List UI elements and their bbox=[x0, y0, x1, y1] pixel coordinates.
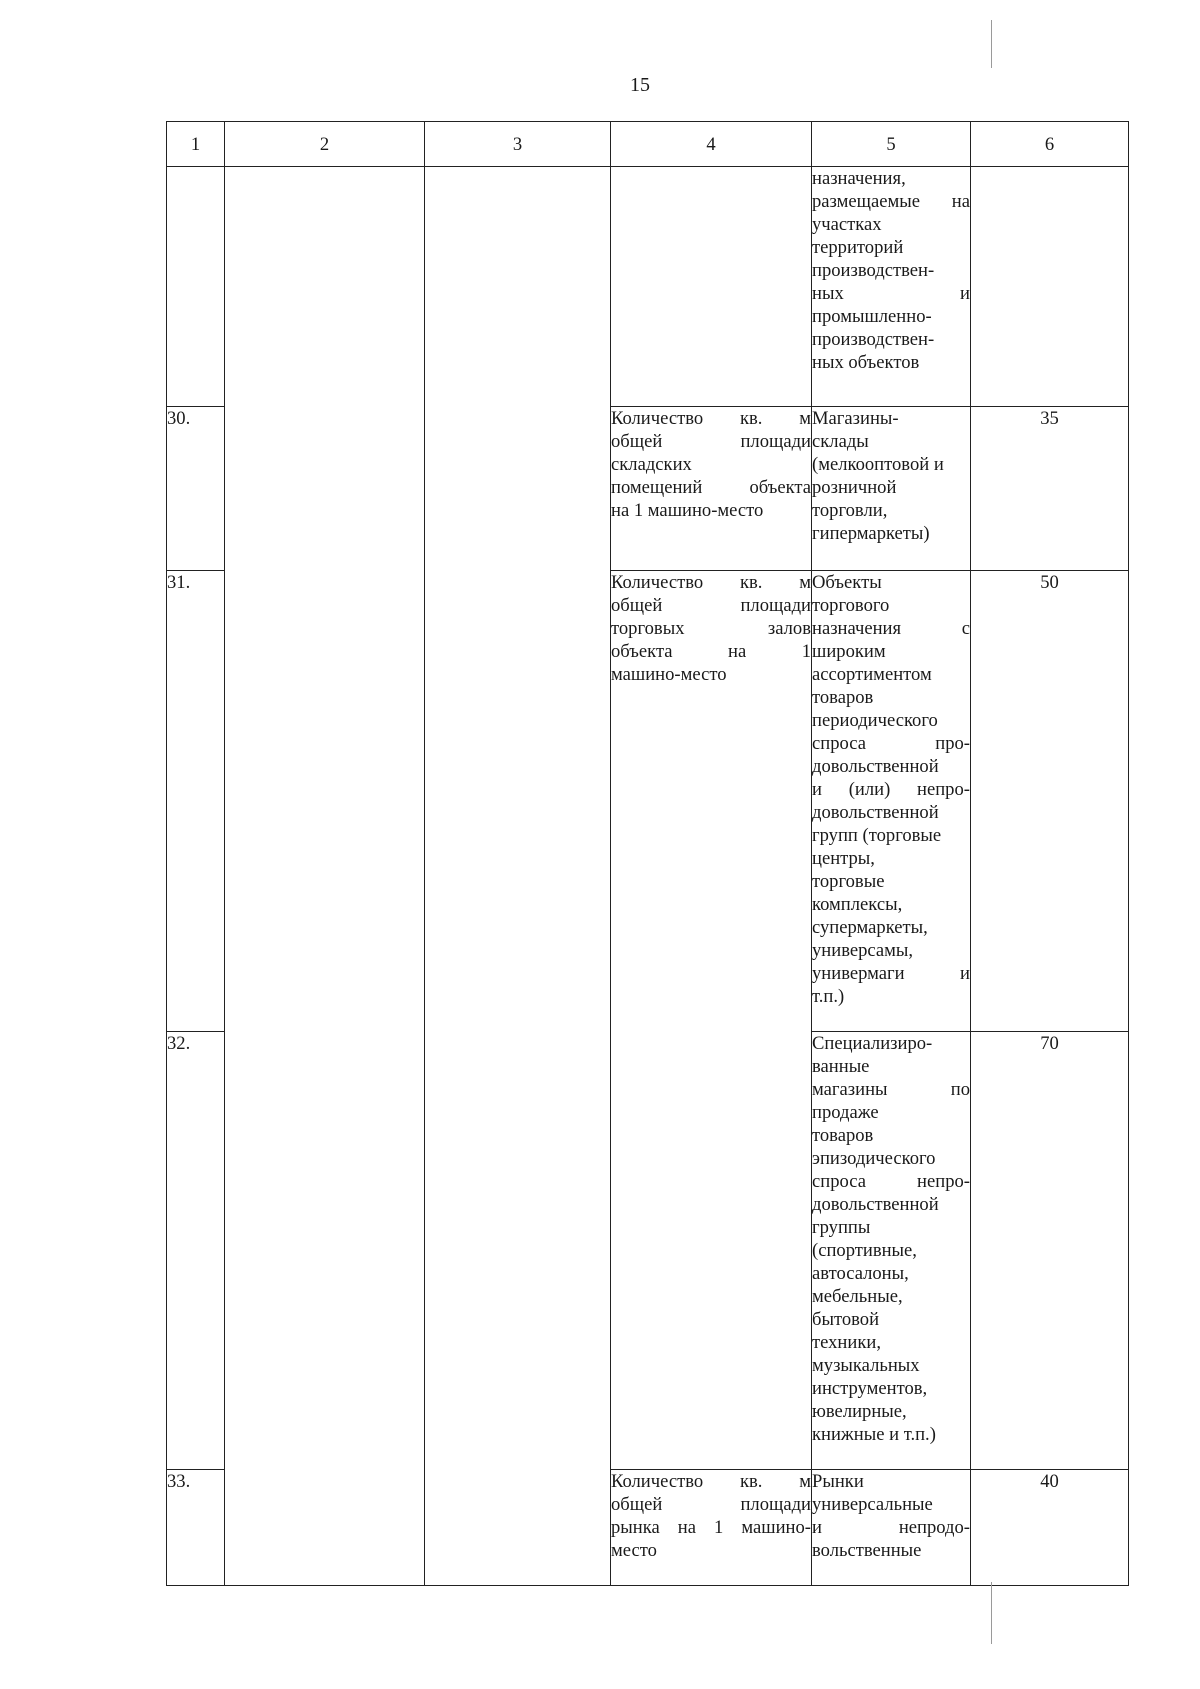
cell-word: непро- bbox=[917, 1171, 970, 1192]
cell-text-line bbox=[812, 778, 970, 801]
cell-text-line: Объекты bbox=[812, 572, 882, 593]
cell-text-line: бытовой bbox=[812, 1309, 880, 1330]
cell-text-line: (спортивные, bbox=[812, 1240, 917, 1261]
norm-value: 70 bbox=[971, 1032, 1129, 1470]
cell-word: машино- bbox=[741, 1517, 811, 1538]
cell-word: и bbox=[960, 963, 970, 984]
cell-word: универмаги bbox=[812, 963, 905, 984]
cell-text-line: автосалоны, bbox=[812, 1263, 909, 1284]
cell-word: с bbox=[961, 618, 970, 639]
cell-text-line: товаров bbox=[812, 687, 874, 708]
cell-word: непро- bbox=[917, 779, 970, 800]
cell-word: и bbox=[960, 283, 970, 304]
cell-word: на bbox=[951, 191, 970, 212]
cell-text-line: территорий bbox=[812, 237, 904, 258]
cell-word: объекта bbox=[749, 477, 811, 498]
cell-text-line bbox=[611, 476, 811, 499]
cell-word: размещаемые bbox=[812, 191, 920, 212]
cell-text-line bbox=[812, 732, 970, 755]
cell-text-line: довольственной bbox=[812, 756, 939, 777]
cell-word: 1 bbox=[714, 1517, 724, 1538]
cell-word: кв. bbox=[739, 408, 763, 429]
cell-word: непродо- bbox=[898, 1517, 970, 1538]
cell-text-line: гипермаркеты) bbox=[812, 523, 930, 544]
cell-text-line bbox=[611, 1470, 811, 1493]
cell-text-line: инструментов, bbox=[812, 1378, 928, 1399]
cell-word: по bbox=[950, 1079, 970, 1100]
indicator-cell bbox=[611, 1470, 812, 1586]
cell-text-line: Специализиро- bbox=[812, 1033, 933, 1054]
cell-text-line bbox=[611, 594, 811, 617]
cell-word: общей bbox=[611, 1494, 663, 1515]
column-header-6: 6 bbox=[971, 122, 1129, 167]
cell-word: ных bbox=[812, 283, 844, 304]
cell-text-line: книжные и т.п.) bbox=[812, 1424, 936, 1445]
group-cell-col2 bbox=[225, 167, 425, 1586]
cell-text-line bbox=[812, 190, 970, 213]
norm-value bbox=[971, 167, 1129, 407]
cell-text-line: Магазины- bbox=[812, 408, 899, 429]
cell-word: назначения bbox=[812, 618, 902, 639]
cell-word: кв. bbox=[739, 572, 763, 593]
indicator-cell bbox=[611, 407, 812, 571]
cell-text-line bbox=[812, 1516, 970, 1539]
column-header-1: 1 bbox=[167, 122, 225, 167]
cell-text-line: производствен- bbox=[812, 329, 935, 350]
cell-word: площади bbox=[740, 1494, 811, 1515]
cell-text-line: продаже bbox=[812, 1102, 879, 1123]
norm-value: 35 bbox=[971, 407, 1129, 571]
cell-text-line: ванные bbox=[812, 1056, 870, 1077]
cell-word: Количество bbox=[611, 1471, 704, 1492]
row-number: 31. bbox=[167, 571, 225, 1032]
cell-text-line: розничной bbox=[812, 477, 897, 498]
cell-text-line bbox=[812, 962, 970, 985]
cell-word: спроса bbox=[812, 1171, 866, 1192]
cell-text-line: машино-место bbox=[611, 664, 727, 685]
cell-text-line bbox=[611, 1516, 811, 1539]
cell-word: площади bbox=[740, 595, 811, 616]
row-number: 33. bbox=[167, 1470, 225, 1586]
cell-text-line bbox=[611, 407, 811, 430]
cell-word: кв. bbox=[739, 1471, 763, 1492]
cell-text-line bbox=[812, 282, 970, 305]
cell-text-line bbox=[812, 1078, 970, 1101]
cell-text-line: на 1 машино-место bbox=[611, 500, 764, 521]
cell-word: торговых bbox=[611, 618, 685, 639]
object-type-cell bbox=[812, 167, 971, 407]
cell-word: м bbox=[799, 1471, 811, 1492]
object-type-cell bbox=[812, 571, 971, 1032]
cell-word: на bbox=[728, 641, 747, 662]
cell-text-line: эпизодического bbox=[812, 1148, 936, 1169]
column-number-row bbox=[167, 122, 1129, 167]
row-number: 30. bbox=[167, 407, 225, 571]
cell-text-line: центры, bbox=[812, 848, 875, 869]
cell-word: помещений bbox=[611, 477, 703, 498]
cell-text-line: групп (торговые bbox=[812, 825, 942, 846]
cell-text-line: Рынки bbox=[812, 1471, 864, 1492]
cell-text-line: складских bbox=[611, 454, 692, 475]
cell-word: общей bbox=[611, 595, 663, 616]
cell-text-line bbox=[611, 430, 811, 453]
cell-text-line: торгового bbox=[812, 595, 890, 616]
cell-text-line: торговые bbox=[812, 871, 885, 892]
cell-word: площади bbox=[740, 431, 811, 452]
object-type-cell bbox=[812, 1470, 971, 1586]
cell-text-line: группы bbox=[812, 1217, 871, 1238]
cell-text-line: универсальные bbox=[812, 1494, 933, 1515]
cell-text-line: супермаркеты, bbox=[812, 917, 928, 938]
cell-text-line: довольственной bbox=[812, 1194, 939, 1215]
indicator-cell bbox=[611, 571, 812, 1470]
cell-text-line: широким bbox=[812, 641, 886, 662]
cell-text-line: т.п.) bbox=[812, 986, 845, 1007]
cell-word: и bbox=[812, 779, 822, 800]
cell-word: объекта bbox=[611, 641, 673, 662]
row-number bbox=[167, 167, 225, 407]
cell-word: м bbox=[799, 572, 811, 593]
cell-text-line: ассортиментом bbox=[812, 664, 932, 685]
cell-text-line: периодического bbox=[812, 710, 938, 731]
cell-text-line: мебельные, bbox=[812, 1286, 903, 1307]
column-header-2: 2 bbox=[225, 122, 425, 167]
cell-word: про- bbox=[935, 733, 970, 754]
cell-text-line: музыкальных bbox=[812, 1355, 920, 1376]
cell-text-line: промышленно- bbox=[812, 306, 932, 327]
cell-text-line: участках bbox=[812, 214, 882, 235]
cell-text-line: склады bbox=[812, 431, 869, 452]
cell-text-line bbox=[611, 640, 811, 663]
cell-text-line: назначения, bbox=[812, 168, 906, 189]
cell-text-line: комплексы, bbox=[812, 894, 903, 915]
indicator-cell bbox=[611, 167, 812, 407]
cell-text-line: место bbox=[611, 1540, 657, 1561]
scan-speck bbox=[991, 1582, 992, 1644]
cell-word: рынка bbox=[611, 1517, 660, 1538]
norm-value: 50 bbox=[971, 571, 1129, 1032]
cell-text-line: техники, bbox=[812, 1332, 881, 1353]
scan-speck bbox=[991, 20, 992, 68]
cell-word: (или) bbox=[848, 779, 891, 800]
cell-text-line bbox=[611, 1493, 811, 1516]
cell-text-line bbox=[812, 1170, 970, 1193]
cell-text-line bbox=[611, 571, 811, 594]
cell-word: на bbox=[677, 1517, 696, 1538]
cell-text-line: производствен- bbox=[812, 260, 935, 281]
table-row bbox=[167, 167, 1129, 407]
column-header-3: 3 bbox=[425, 122, 611, 167]
cell-text-line: универсамы, bbox=[812, 940, 914, 961]
group-cell-col3 bbox=[425, 167, 611, 1586]
parking-norms-table bbox=[166, 121, 1129, 1586]
cell-word: залов bbox=[767, 618, 811, 639]
cell-word: общей bbox=[611, 431, 663, 452]
cell-word: и bbox=[812, 1517, 822, 1538]
cell-text-line: вольственные bbox=[812, 1540, 922, 1561]
cell-word: м bbox=[799, 408, 811, 429]
cell-word: магазины bbox=[812, 1079, 888, 1100]
page-number: 15 bbox=[630, 74, 650, 96]
object-type-cell bbox=[812, 1032, 971, 1470]
cell-text-line: торговли, bbox=[812, 500, 888, 521]
cell-text-line: товаров bbox=[812, 1125, 874, 1146]
cell-word: Количество bbox=[611, 408, 704, 429]
column-header-5: 5 bbox=[812, 122, 971, 167]
cell-word: Количество bbox=[611, 572, 704, 593]
cell-word: спроса bbox=[812, 733, 866, 754]
cell-text-line bbox=[812, 617, 970, 640]
cell-text-line: (мелкооптовой и bbox=[812, 454, 944, 475]
column-header-4: 4 bbox=[611, 122, 812, 167]
cell-text-line bbox=[611, 617, 811, 640]
cell-text-line: ных объектов bbox=[812, 352, 920, 373]
cell-text-line: ювелирные, bbox=[812, 1401, 907, 1422]
norm-value: 40 bbox=[971, 1470, 1129, 1586]
cell-word: 1 bbox=[801, 641, 811, 662]
object-type-cell bbox=[812, 407, 971, 571]
cell-text-line: довольственной bbox=[812, 802, 939, 823]
row-number: 32. bbox=[167, 1032, 225, 1470]
